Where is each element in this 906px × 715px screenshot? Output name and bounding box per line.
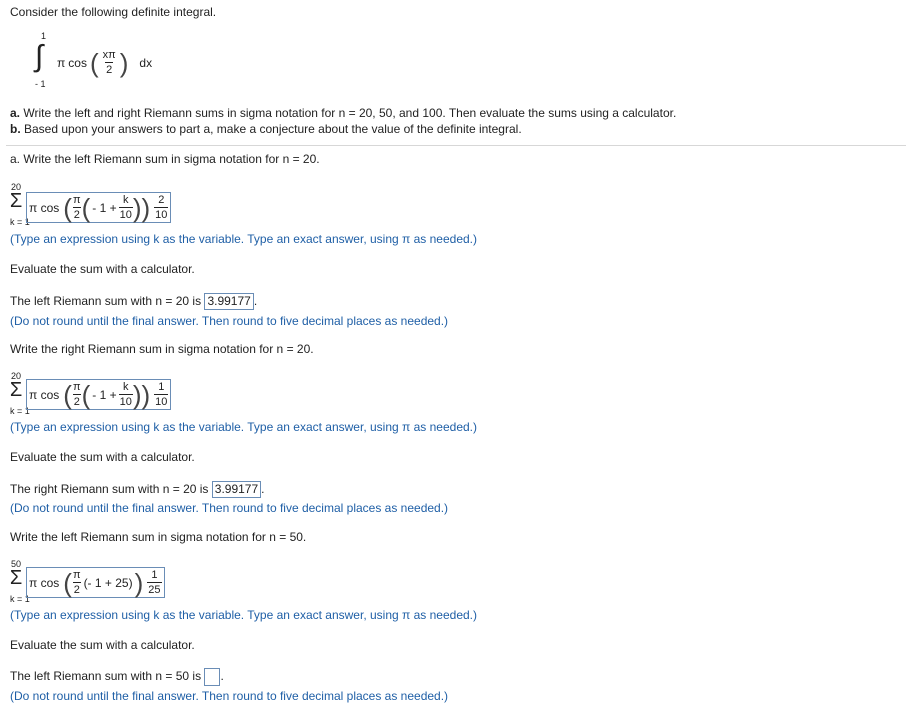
answer-left-sum-50[interactable]: π cos ( $\frac{\pi}{2}$ (- 1 + 25) ) $\frac{1}{25}$ [26, 567, 165, 598]
sigma-lower-index: k = 1 [10, 406, 30, 416]
instruction-b: b. Based upon your answers to part a, make a conjecture about the value of the definite integral. [10, 122, 522, 136]
intro-text: Consider the following definite integral. [10, 5, 217, 19]
hint-expression-2: (Type an expression using k as the variable. Type an exact answer, using π as needed.) [10, 420, 477, 434]
answer-value-right-20[interactable]: 3.99177 [212, 481, 261, 498]
prompt-left-sum-20: a. Write the left Riemann sum in sigma notation for n = 20. [10, 152, 320, 166]
evaluate-text-3: Evaluate the sum with a calculator. [10, 638, 195, 652]
hint-round-1: (Do not round until the final answer. Then round to five decimal places as needed.) [10, 314, 449, 328]
prompt-right-sum-20: Write the right Riemann sum in sigma notation for n = 20. [10, 342, 314, 356]
sigma-lower-index: k = 1 [10, 217, 30, 227]
result-right-sum-20: The right Riemann sum with n = 20 is 3.99177 . [10, 482, 265, 496]
evaluate-text-1: Evaluate the sum with a calculator. [10, 262, 195, 276]
result-left-sum-20: The left Riemann sum with n = 20 is 3.99177 . [10, 294, 258, 308]
answer-left-sum-20[interactable]: π cos ( $\frac{\pi}{2}$ ( - 1 + $\frac{k}{10}$ )) $\frac{2}{10}$ [26, 192, 171, 223]
divider [6, 145, 906, 146]
prompt-left-sum-50: Write the left Riemann sum in sigma notation for n = 50. [10, 530, 307, 544]
sigma-notation: 20 Σ [9, 371, 23, 401]
hint-round-3: (Do not round until the final answer. Then round to five decimal places as needed.) [10, 689, 449, 703]
integrand-denominator: 2 [106, 64, 113, 76]
integral-lower-limit: - 1 [35, 79, 46, 89]
answer-input-left-50[interactable] [204, 668, 220, 686]
sigma-notation: 50 Σ [9, 559, 23, 589]
sigma-notation: 20 Σ [9, 182, 23, 212]
hint-round-2: (Do not round until the final answer. Then round to five decimal places as needed.) [10, 501, 449, 515]
integrand-pi: π [57, 55, 66, 70]
sigma-lower-index: k = 1 [10, 594, 30, 604]
evaluate-text-2: Evaluate the sum with a calculator. [10, 450, 195, 464]
answer-right-sum-20[interactable]: π cos ( $\frac{\pi}{2}$ ( - 1 + $\frac{k}{10}$ )) $\frac{1}{10}$ [26, 379, 171, 410]
hint-expression-3: (Type an expression using k as the variable. Type an exact answer, using π as needed.) [10, 608, 477, 622]
integrand: π cos ( $\frac{x\pi}{2}$ ) dx [57, 47, 153, 78]
hint-expression-1: (Type an expression using k as the variable. Type an exact answer, using π as needed.) [10, 232, 477, 246]
result-left-sum-50: The left Riemann sum with n = 50 is . [10, 668, 224, 686]
integrand-cos: cos [68, 55, 87, 70]
integrand-dx: dx [139, 55, 153, 70]
instruction-a: a. Write the left and right Riemann sums in sigma notation for n = 20, 50, and 100. Then evaluate the sums using a calculator. [10, 106, 677, 120]
integral-sign: ∫ [35, 40, 44, 73]
answer-value-left-20[interactable]: 3.99177 [204, 293, 253, 310]
integrand-numerator: xπ [102, 49, 116, 61]
integral-upper-limit: 1 [41, 31, 47, 41]
